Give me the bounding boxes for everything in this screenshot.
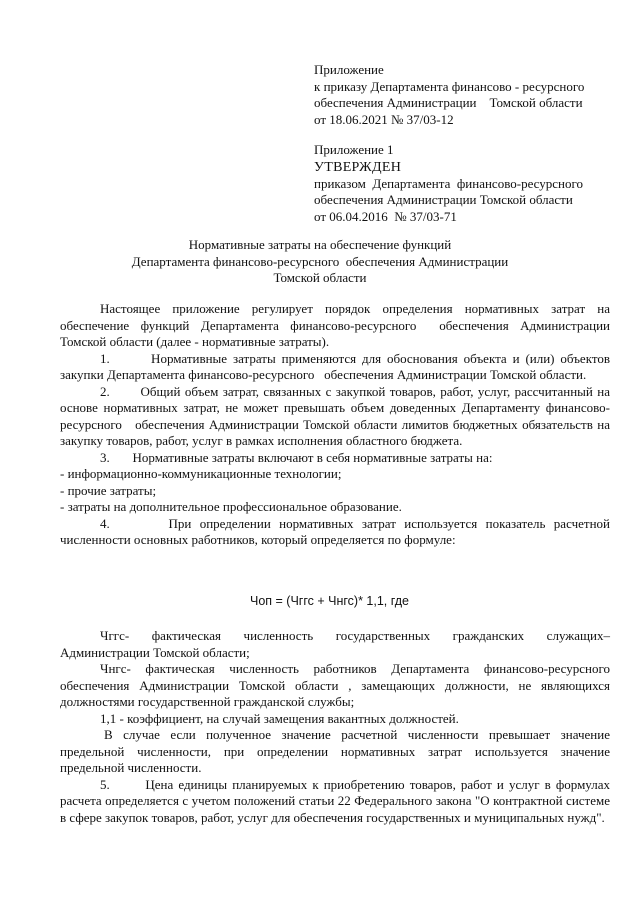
annex1-approval-block	[314, 142, 624, 225]
annex1-line: обеспечения Администрации Томской области	[314, 192, 573, 207]
formula: Чоп = (Чггс + Чнгс)* 1,1, где	[250, 594, 409, 608]
title-line: Томской области	[273, 270, 367, 285]
annex-header-line: обеспечения Администрации Томской области	[314, 95, 583, 110]
document-body-continued	[60, 628, 614, 826]
annex1-line: Приложение 1	[314, 142, 394, 157]
document-body	[60, 301, 614, 549]
list-item: - информационно-коммуникационные технологии;	[60, 466, 342, 481]
title-line: Нормативные затраты на обеспечение функций	[188, 237, 452, 252]
note-paragraph: В случае если полученное значение расчетной численности превышает значение предельной численности, при определении нормативных затрат используется значение предельной численности.	[60, 727, 610, 775]
annex-header	[314, 62, 624, 128]
list-item: - затраты на дополнительное профессиональное образование.	[60, 499, 402, 514]
annex-header-line: Приложение	[314, 62, 384, 77]
intro-paragraph: Настоящее приложение регулирует порядок определения нормативных затрат на обеспечение функций Департамента финансово-ресурсного обеспечения Администрации Томской области (далее - нормативные затраты).	[60, 301, 614, 349]
definition-paragraph: 1,1 - коэффициент, на случай замещения вакантных должностей.	[100, 710, 459, 726]
paragraph-4: 4. При определении нормативных затрат используется показатель расчетной численности основных работников, который определяется по формуле:	[60, 515, 614, 547]
annex1-line: от 06.04.2016 № 37/03-71	[314, 208, 457, 224]
paragraph-3: 3. Нормативные затраты включают в себя нормативные затраты на:	[100, 449, 493, 465]
paragraph-1: 1. Нормативные затраты применяются для обоснования объекта и (или) объектов закупки Департамента финансово-ресурсного обеспечения Администрации Томской области.	[60, 350, 614, 382]
definition-paragraph: Чнгс- фактическая численность работников Департамента финансово-ресурсного обеспечения Администрации Томской области , замещающих должности, не являющихся должностями государственной гражданской службы;	[60, 661, 610, 709]
paragraph-5: 5. Цена единицы планируемых к приобретению товаров, работ и услуг в формулах расчета определяется с учетом положений статьи 22 Федерального закона "О контрактной системе в сфере закупок товаров, работ, услуг для обеспечения государственных и муниципальных нужд".	[60, 776, 614, 825]
document-title	[60, 237, 580, 287]
annex-header-line: от 18.06.2021 № 37/03-12	[314, 111, 454, 127]
annex-header-line: к приказу Департамента финансово - ресурсного	[314, 78, 585, 94]
approved-stamp-text: УТВЕРЖДЕН	[314, 159, 402, 175]
paragraph-2: 2. Общий объем затрат, связанных с закупкой товаров, работ, услуг, рассчитанный на основе нормативных затрат, не может превышать объем доведенных Департаменту финансово-ресурсного обеспечения Администрации Томской области лимитов бюджетных обязательств на закупку товаров, работ, услуг в рамках исполнения областного бюджета.	[60, 383, 614, 448]
title-line: Департамента финансово-ресурсного обеспечения Администрации	[131, 253, 509, 269]
definition-paragraph: Чггс- фактическая численность государственных гражданских служащих– Администрации Томской области;	[60, 628, 614, 660]
list-item: - прочие затраты;	[60, 482, 157, 498]
annex1-line: приказом Департамента финансово-ресурсного	[314, 175, 584, 191]
